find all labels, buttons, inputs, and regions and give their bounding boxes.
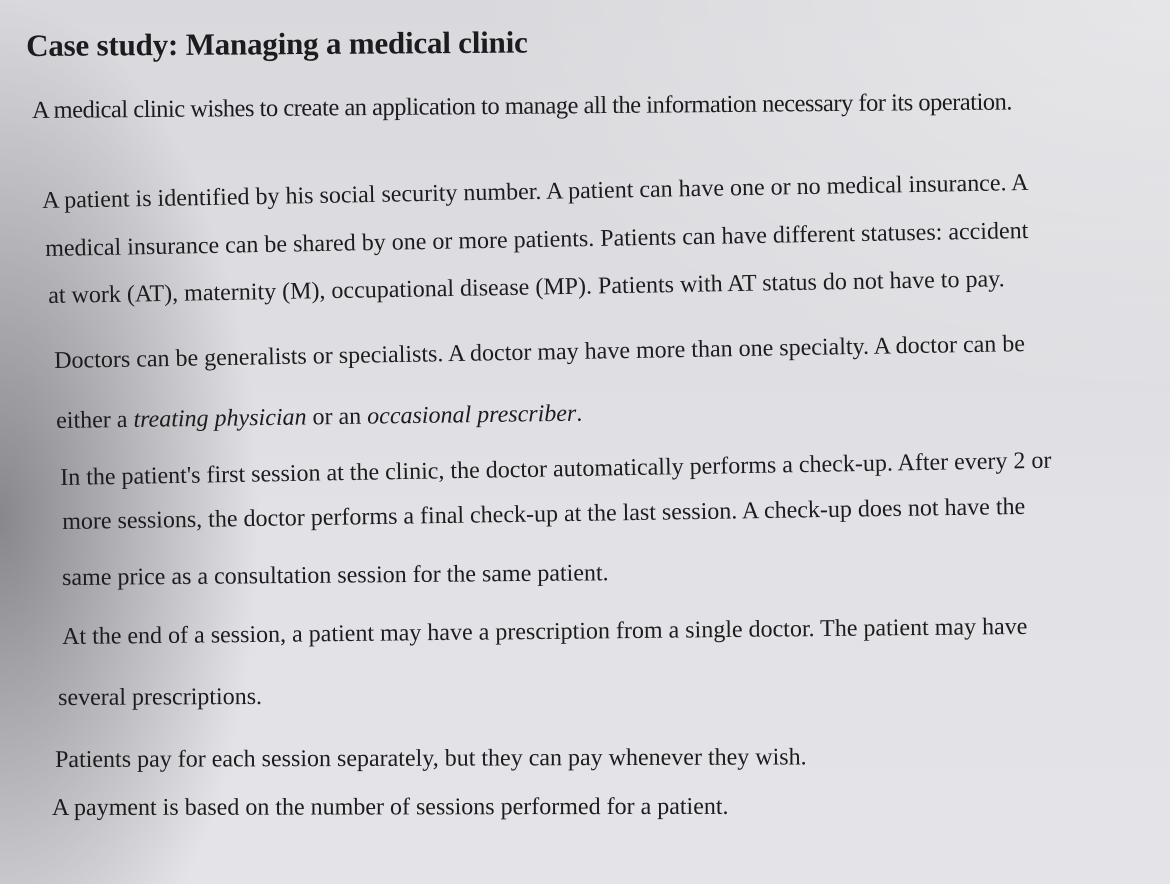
doctor-paragraph-line-1: Doctors can be generalists or specialists. A doctor may have more than one specialty. A doctor can be [54,331,1026,374]
session-paragraph-line-1: In the patient's first session at the clinic, the doctor automatically performs a check-up. After every 2 or [60,447,1052,491]
patient-paragraph-line-3: at work (AT), maternity (M), occupational disease (MP). Patients with AT status do not have to pay. [48,266,1005,309]
patient-paragraph-line-2: medical insurance can be shared by one or more patients. Patients can have different statuses: accident [45,217,1029,262]
doctor-line-text-post: . [576,400,583,427]
patient-paragraph-line-1: A patient is identified by his social security number. A patient can have one or no medical insurance. A [42,169,1029,214]
page-title: Case study: Managing a medical clinic [26,24,528,63]
payment-paragraph-line-2: A payment is based on the number of sessions performed for a patient. [52,793,729,821]
session-paragraph-line-3: same price as a consultation session for the same patient. [62,560,609,591]
payment-paragraph-line-1: Patients pay for each session separately, but they can pay whenever they wish. [55,744,807,773]
occasional-prescriber-term: occasional prescriber [367,400,577,430]
doctor-paragraph-line-2 [56,401,582,435]
doctor-line-text-mid: or an [306,403,368,431]
session-paragraph-line-2: more sessions, the doctor performs a final check-up at the last session. A check-up does not have the [62,493,1026,535]
treating-physician-term: treating physician [133,404,307,433]
prescription-paragraph-line-1: At the end of a session, a patient may have a prescription from a single doctor. The patient may have [62,613,1028,650]
prescription-paragraph-line-2: several prescriptions. [58,683,263,711]
doctor-line-text-pre: either a [56,406,134,434]
intro-paragraph: A medical clinic wishes to create an application to manage all the information necessary for its operation. [32,88,1013,124]
